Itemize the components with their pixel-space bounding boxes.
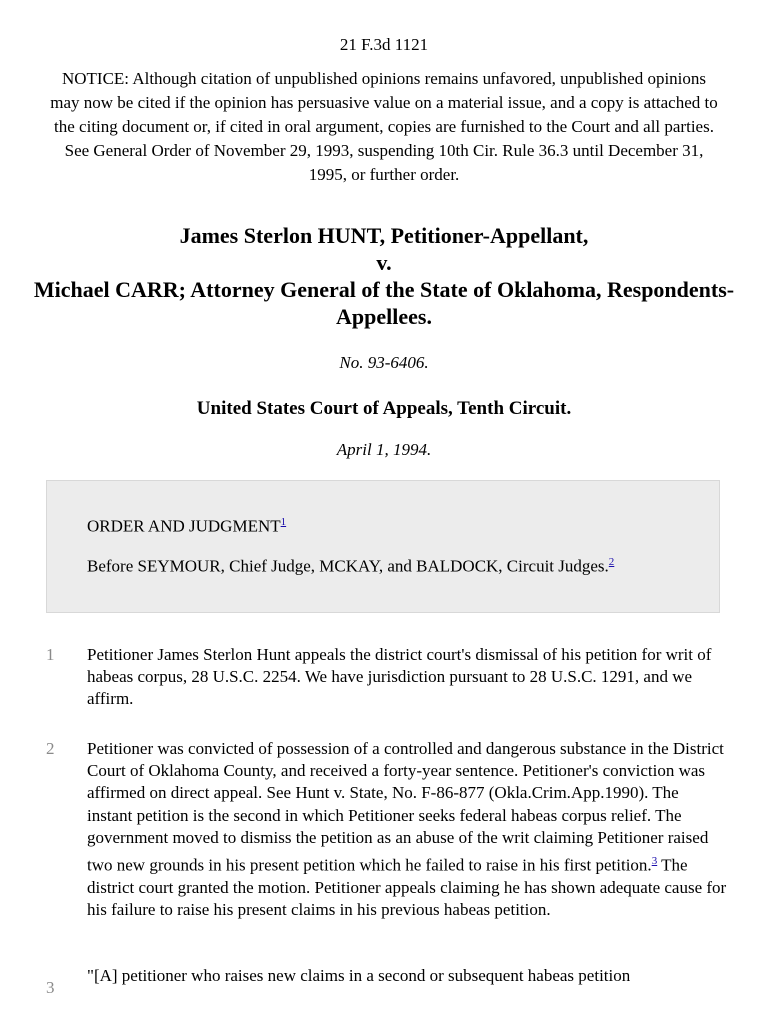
versus: v.	[376, 250, 392, 275]
paragraph-number: 3	[46, 978, 55, 997]
paragraph-text	[87, 738, 727, 921]
decision-date: April 1, 1994.	[336, 440, 432, 459]
order-title-text: ORDER AND JUDGMENT	[87, 516, 281, 536]
appellees-name: Michael CARR; Attorney General of the State of Oklahoma, Respondents-Appellees.	[33, 277, 735, 329]
order-title	[87, 510, 286, 538]
paragraph-text-part: The district court granted the motion. Petitioner appeals claiming he has shown adequate cause for his failure to raise his present claims in his previous habeas petition.	[87, 855, 727, 920]
paragraph-text-part: Petitioner was convicted of possession of a controlled and dangerous substance in the District Court of Oklahoma County, and received a forty-year sentence. Petitioner's conviction was affirmed on direct appeal. See Hunt v. State, No. F-86-877 (Okla.Crim.App.1990). The instant petition is the second in which Petitioner seeks federal habeas corpus relief. The government moved to dismiss the petition as an abuse of the writ claiming Petitioner raised two new grounds in his present petition which he failed to raise in his first petition.	[87, 739, 724, 875]
paragraph-text: Petitioner James Sterlon Hunt appeals the district court's dismissal of his petition for writ of habeas corpus, 28 U.S.C. 2254. We have jurisdiction pursuant to 28 U.S.C. 1291, and we affirm.	[87, 645, 712, 709]
unpublished-notice: NOTICE: Although citation of unpublished opinions remains unfavored, unpublished opinions may now be cited if the opinion has persuasive value on a material issue, and a copy is attached to the citing document or, if cited in oral argument, copies are furnished to the Court and all parties. See General Order of November 29, 1993, suspending 10th Cir. Rule 36.3 until December 31, 1995, or further order.	[50, 69, 718, 184]
paragraph-number: 1	[46, 645, 55, 664]
footnote-link-1[interactable]: 1	[280, 516, 287, 528]
docket-number: No. 93-6406.	[339, 353, 429, 372]
footnote-link-2[interactable]: 2	[608, 556, 615, 568]
paragraph-number: 2	[46, 739, 55, 758]
judges-panel	[87, 550, 667, 578]
footnote-link-3[interactable]: 3	[651, 855, 658, 868]
citation: 21 F.3d 1121	[339, 35, 429, 54]
judges-panel-text: Before SEYMOUR, Chief Judge, MCKAY, and BALDOCK, Circuit Judges.	[87, 556, 609, 576]
case-caption	[30, 222, 738, 330]
appellant-name: James Sterlon HUNT, Petitioner-Appellant,	[179, 223, 589, 248]
order-box	[46, 480, 720, 613]
paragraph-text: "[A] petitioner who raises new claims in a second or subsequent habeas petition	[87, 966, 631, 985]
court-name: United States Court of Appeals, Tenth Circuit.	[196, 398, 572, 419]
